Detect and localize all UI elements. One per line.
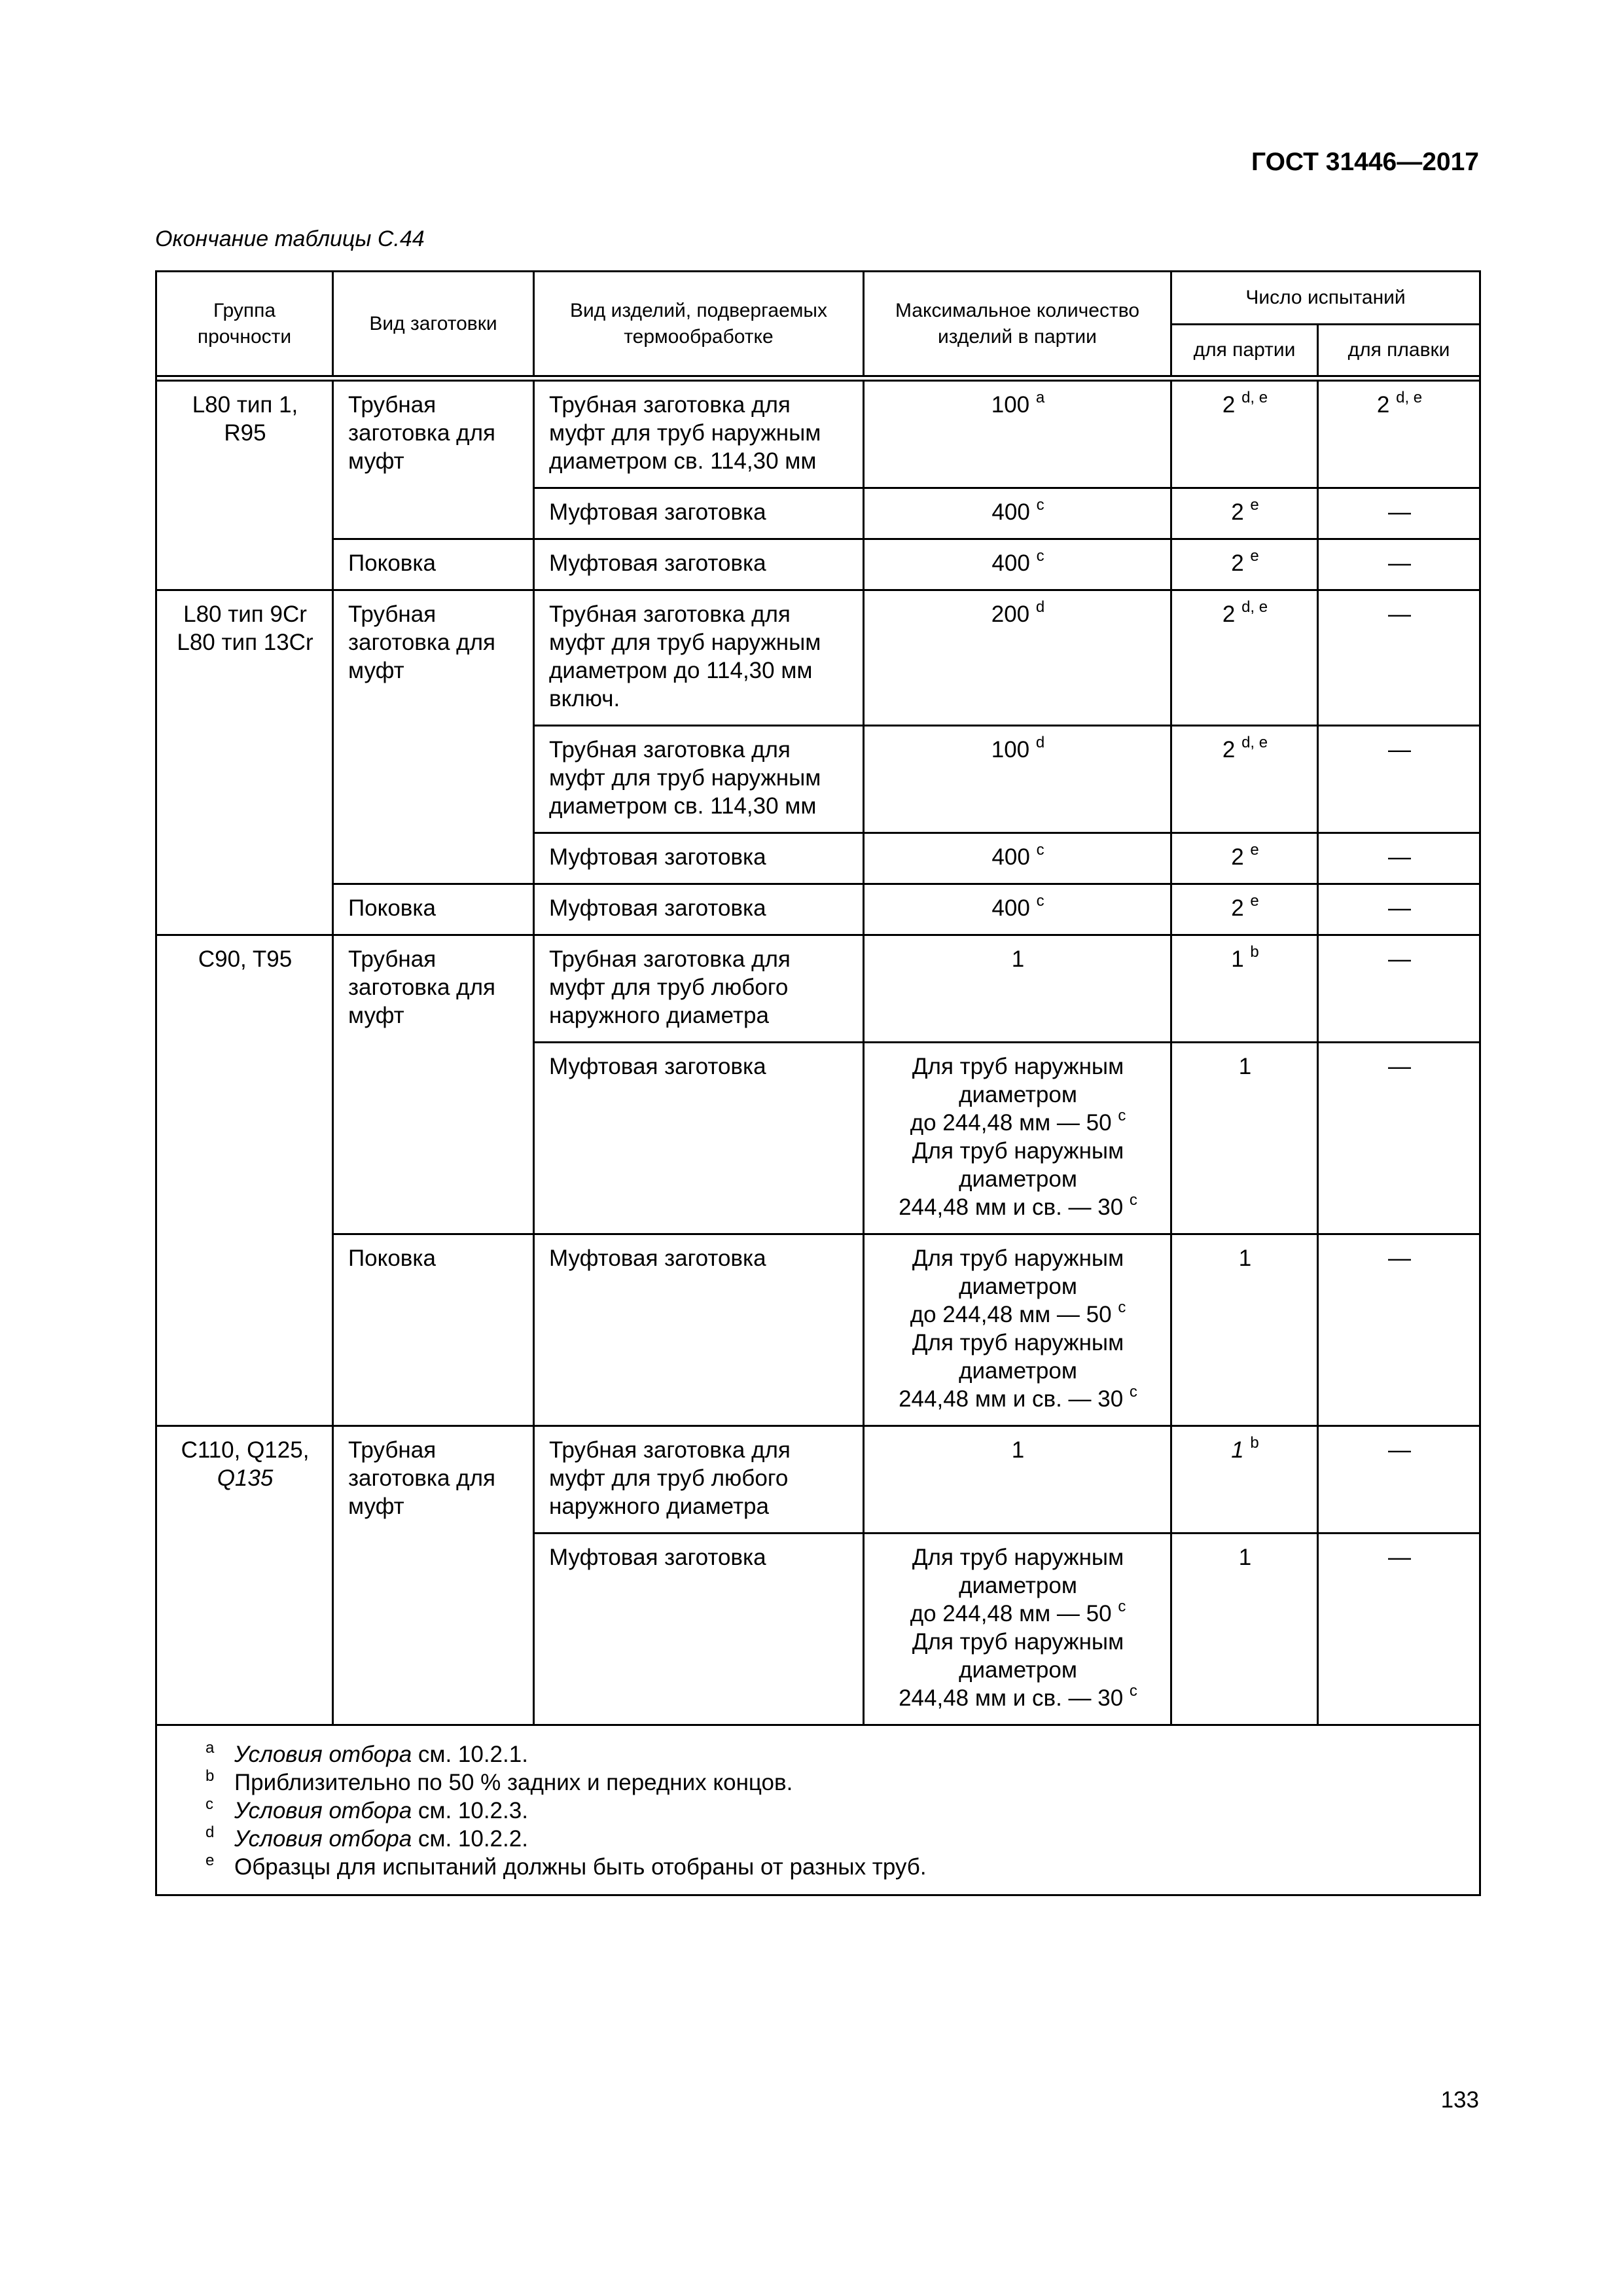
heat-cell: — <box>1318 833 1480 884</box>
qty-cell: 1 <box>864 935 1171 1043</box>
footnote: e Образцы для испытаний должны быть отобраны от разных труб. <box>205 1852 927 1880</box>
heat-cell: — <box>1318 590 1480 726</box>
header-per-heat: для плавки <box>1318 325 1480 376</box>
blank-cell: Поковка <box>333 539 534 590</box>
lot-cell: 1 <box>1171 1043 1318 1234</box>
lot-cell: 2 $^e$ <box>1171 833 1318 884</box>
blank-cell: Поковка <box>333 884 534 935</box>
table-row <box>156 381 1480 488</box>
product-cell: Муфтовая заготовка <box>534 884 864 935</box>
qty-cell: Для труб наружным диаметром до 244,48 мм — 50 $^c$ Для труб наружным диаметром 244,48 мм и св. — 30 $^c$ <box>864 1234 1171 1426</box>
table-row <box>156 590 1480 726</box>
heat-cell: — <box>1318 884 1480 935</box>
product-cell: Муфтовая заготовка <box>534 1234 864 1426</box>
heat-cell: — <box>1318 935 1480 1043</box>
group-cell: L80 тип 1, R95 <box>156 381 333 590</box>
product-cell: Трубная заготовка для муфт для труб любого наружного диаметра <box>534 1426 864 1534</box>
header-blank-type: Вид заготовки <box>333 272 534 376</box>
heat-cell: — <box>1318 1426 1480 1534</box>
group-cell: C110, Q125, Q135 <box>156 1426 333 1725</box>
footnote: d Условия отбора см. 10.2.2. <box>205 1823 528 1852</box>
header-max-qty: Максимальное количество изделий в партии <box>864 272 1171 376</box>
table-row <box>156 1234 1480 1426</box>
product-cell: Трубная заготовка для муфт для труб наружным диаметром до 114,30 мм включ. <box>534 590 864 726</box>
lot-cell: 1 <box>1171 1534 1318 1725</box>
table-row <box>156 935 1480 1043</box>
product-cell: Муфтовая заготовка <box>534 539 864 590</box>
lot-cell: 2 $^{d, e}$ <box>1171 590 1318 726</box>
heat-cell: — <box>1318 1043 1480 1234</box>
footnote: c Условия отбора см. 10.2.3. <box>205 1795 528 1823</box>
qty-cell: Для труб наружным диаметром до 244,48 мм — 50 $^c$ Для труб наружным диаметром 244,48 мм и св. — 30 $^c$ <box>864 1043 1171 1234</box>
qty-cell: 100 $^a$ <box>864 381 1171 488</box>
product-cell: Муфтовая заготовка <box>534 488 864 539</box>
heat-cell: — <box>1318 726 1480 833</box>
blank-cell: Трубная заготовка для муфт <box>333 935 534 1234</box>
blank-cell: Трубная заготовка для муфт <box>333 1426 534 1725</box>
product-cell: Трубная заготовка для муфт для труб наружным диаметром св. 114,30 мм <box>534 726 864 833</box>
qty-cell: 400 $^c$ <box>864 488 1171 539</box>
product-cell: Трубная заготовка для муфт для труб любого наружного диаметра <box>534 935 864 1043</box>
lot-cell: 1 <box>1171 1234 1318 1426</box>
lot-cell: 2 $^e$ <box>1171 884 1318 935</box>
header-tests: Число испытаний <box>1171 272 1480 325</box>
heat-cell: — <box>1318 1534 1480 1725</box>
group-cell: L80 тип 9Cr L80 тип 13Cr <box>156 590 333 935</box>
heat-cell: — <box>1318 539 1480 590</box>
heat-cell: — <box>1318 1234 1480 1426</box>
footnotes <box>156 1725 1480 1895</box>
group-cell: C90, T95 <box>156 935 333 1426</box>
qty-cell: 400 $^c$ <box>864 884 1171 935</box>
table-row <box>156 1426 1480 1534</box>
footnote: a Условия отбора см. 10.2.1. <box>205 1739 528 1767</box>
header-product-type: Вид изделий, подвергаемых термообработке <box>534 272 864 376</box>
heat-cell: — <box>1318 488 1480 539</box>
product-cell: Муфтовая заготовка <box>534 1043 864 1234</box>
lot-cell: 2 $^{d, e}$ <box>1171 381 1318 488</box>
data-table <box>155 270 1481 1896</box>
header-group: Группа прочности <box>156 272 333 376</box>
lot-cell: 2 $^e$ <box>1171 488 1318 539</box>
lot-cell: 2 $^{d, e}$ <box>1171 726 1318 833</box>
header-separator <box>156 376 1480 381</box>
header-per-lot: для партии <box>1171 325 1318 376</box>
table-row <box>156 884 1480 935</box>
qty-cell: 1 <box>864 1426 1171 1534</box>
product-cell: Муфтовая заготовка <box>534 833 864 884</box>
lot-cell: 1 $^b$ <box>1171 1426 1318 1534</box>
blank-cell: Трубная заготовка для муфт <box>333 590 534 884</box>
standard-designation: ГОСТ 31446—2017 <box>1251 148 1479 176</box>
blank-cell: Трубная заготовка для муфт <box>333 381 534 539</box>
footnote: b Приблизительно по 50 % задних и передних концов. <box>205 1767 793 1795</box>
qty-cell: 400 $^c$ <box>864 833 1171 884</box>
table-caption: Окончание таблицы С.44 <box>155 226 425 251</box>
lot-cell: 1 $^b$ <box>1171 935 1318 1043</box>
heat-cell: 2 $^{d, e}$ <box>1318 381 1480 488</box>
qty-cell: 100 $^d$ <box>864 726 1171 833</box>
blank-cell: Поковка <box>333 1234 534 1426</box>
qty-cell: 400 $^c$ <box>864 539 1171 590</box>
footnotes-row <box>156 1725 1480 1895</box>
qty-cell: Для труб наружным диаметром до 244,48 мм — 50 $^c$ Для труб наружным диаметром 244,48 мм и св. — 30 $^c$ <box>864 1534 1171 1725</box>
product-cell: Трубная заготовка для муфт для труб наружным диаметром св. 114,30 мм <box>534 381 864 488</box>
qty-cell: 200 $^d$ <box>864 590 1171 726</box>
page-number: 133 <box>1440 2087 1479 2113</box>
lot-cell: 2 $^e$ <box>1171 539 1318 590</box>
product-cell: Муфтовая заготовка <box>534 1534 864 1725</box>
table-row <box>156 539 1480 590</box>
